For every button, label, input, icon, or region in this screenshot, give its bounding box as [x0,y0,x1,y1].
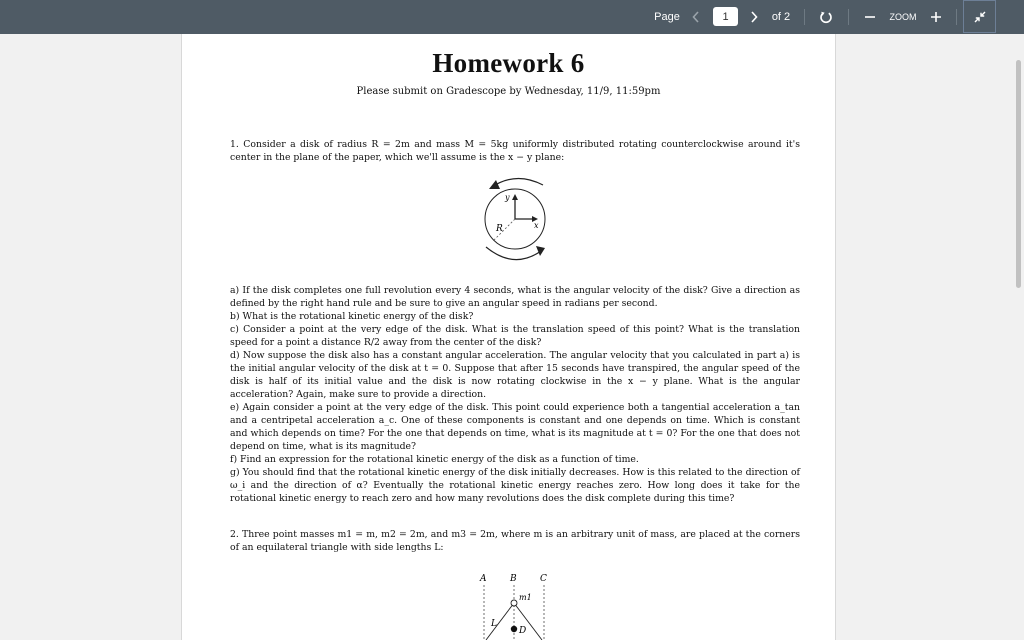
mass-1-point [511,600,517,606]
previous-page-button[interactable] [688,0,704,34]
question-1-text [230,138,800,164]
rotating-disk-figure [478,175,554,267]
page-label: Page [654,11,680,23]
pdf-toolbar [0,0,1024,34]
triangle-masses-figure [472,569,562,640]
document-page [181,34,836,640]
next-page-button[interactable] [746,0,762,34]
scrollbar-thumb[interactable] [1016,60,1021,288]
rotate-icon [819,10,833,24]
rotate-button[interactable] [815,0,837,34]
exit-fullscreen-button[interactable] [963,0,996,33]
page-title: Homework 6 [432,48,585,78]
submission-note: Please submit on Gradescope by Wednesday, 11/9, 11:59pm [356,86,661,97]
chevron-left-icon [692,11,700,23]
point-d [511,626,517,632]
part-d: d) Now suppose the disk also has a constant angular acceleration. The angular velocity that you calculated in part a) is the initial angular velocity of the disk at t = 0. Suppose that after 15 seconds have transpired, the angular speed of the disk is half of its initial value and the disk is now rotating clockwise in the x − y plane. What is the angular acceleration? Again, make sure to provide a direction. [230,350,800,400]
part-f: f) Find an expression for the rotational kinetic energy of the disk as a function of time. [230,454,639,465]
part-g: g) You should find that the rotational kinetic energy of the disk initially decreases. How is this related to the direction of ω_i and the direction of α? Eventually the rotational kinetic energy reaches zero. How long does it take for the rotational kinetic energy to reach zero and how many revolutions does the disk complete during this time? [230,467,800,504]
page-count: of 2 [771,11,791,23]
mass-1-label: m1 [519,593,532,602]
question-1-intro: 1. Consider a disk of radius R = 2m and mass M = 5kg uniformly distributed rotating counterclockwise around it's center in the plane of the paper, which we'll assume is the x − y plane: [230,139,800,163]
part-b: b) What is the rotational kinetic energy of the disk? [230,311,474,322]
side-length-label: L [491,619,497,629]
chevron-right-icon [750,11,758,23]
question-2-intro: 2. Three point masses m1 = m, m2 = 2m, and m3 = 2m, where m is an arbitrary unit of mass, are placed at the corners of an equilateral triangle with side lengths L: [230,529,800,553]
question-1-parts [230,284,800,505]
line-b-label: B [510,574,517,584]
minus-icon [864,11,876,23]
toolbar-divider [848,9,849,25]
y-axis-label: y [505,193,510,202]
zoom-in-button[interactable] [926,0,946,34]
vertical-scrollbar[interactable] [1014,34,1024,640]
zoom-out-button[interactable] [860,0,880,34]
plus-icon [930,11,942,23]
line-c-label: C [540,574,547,584]
question-2-text [230,528,800,554]
point-d-label: D [519,626,527,636]
page-number-input[interactable] [713,7,738,26]
collapse-icon [974,11,986,23]
line-a-label: A [480,574,487,584]
toolbar-divider [804,9,805,25]
toolbar-divider [956,9,957,25]
x-axis-label: x [534,221,539,230]
part-e: e) Again consider a point at the very edge of the disk. This point could experience both a tangential acceleration a_tan and a centripetal acceleration a_c. One of these components is constant and one depends on time. Which is constant and which depends on time? For the one that depends on time, what is its magnitude at t = 0? For the one that does not depend on time, what is its magnitude? [230,402,800,452]
zoom-label: ZOOM [889,12,917,22]
radius-label: R [496,224,503,234]
part-c: c) Consider a point at the very edge of the disk. What is the translation speed of this point? What is the translation speed for a point a distance R/2 away from the center of the disk? [230,324,800,348]
part-a: a) If the disk completes one full revolution every 4 seconds, what is the angular velocity of the disk? Give a direction as defined by the right hand rule and be sure to give an angular speed in radians per second. [230,285,800,309]
